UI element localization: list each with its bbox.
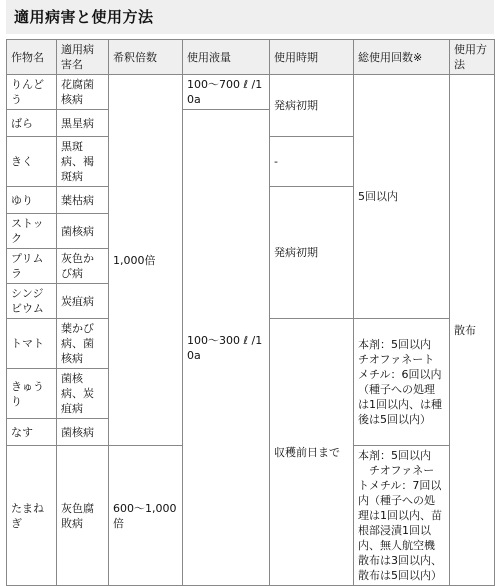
crop-cell: ゆり xyxy=(7,187,57,214)
crop-cell: きゅうり xyxy=(7,369,57,419)
total-uses-cell: 本剤：5回以内 チオファネートメチル：7回以内（種子への処理は1回以内、苗根部浸漬1回以内、無人航空機散布は3回以内、散布は5回以内） xyxy=(354,446,450,586)
disease-cell: 灰色かび病 xyxy=(57,249,109,284)
table-header-row xyxy=(7,40,495,75)
header-disease: 適用病害名 xyxy=(57,40,109,75)
usage-table xyxy=(6,39,495,586)
crop-cell: トマト xyxy=(7,319,57,369)
section-title: 適用病害と使用方法 xyxy=(6,0,494,34)
timing-cell: 発病初期 xyxy=(270,187,354,319)
header-crop: 作物名 xyxy=(7,40,57,75)
crop-cell: プリムラ xyxy=(7,249,57,284)
disease-cell: 炭疽病 xyxy=(57,284,109,319)
header-total-uses: 総使用回数※ xyxy=(354,40,450,75)
crop-cell: シンジビウム xyxy=(7,284,57,319)
table-row xyxy=(7,75,495,110)
header-method: 使用方法 xyxy=(450,40,495,75)
volume-cell: 100〜700 ℓ /10a xyxy=(183,75,270,110)
total-uses-cell: 5回以内 xyxy=(354,75,450,319)
timing-cell: - xyxy=(270,137,354,187)
crop-cell: たまねぎ xyxy=(7,446,57,586)
disease-cell: 菌核病 xyxy=(57,419,109,446)
dilution-cell: 1,000倍 xyxy=(109,75,183,446)
total-uses-cell: 本剤：5回以内 チオファネートメチル：6回以内（種子への処理は1回以内、は種後は5回以内） xyxy=(354,319,450,446)
disease-cell: 黒星病 xyxy=(57,110,109,137)
disease-cell: 菌核病 xyxy=(57,214,109,249)
dilution-cell: 600〜1,000倍 xyxy=(109,446,183,586)
header-timing: 使用時期 xyxy=(270,40,354,75)
timing-cell: 収穫前日まで xyxy=(270,319,354,586)
disease-cell: 黒斑病、褐斑病 xyxy=(57,137,109,187)
disease-cell: 菌核病、炭疽病 xyxy=(57,369,109,419)
volume-cell: 100〜300 ℓ /10a xyxy=(183,110,270,586)
timing-cell: 発病初期 xyxy=(270,75,354,137)
crop-cell: ばら xyxy=(7,110,57,137)
header-dilution: 希釈倍数 xyxy=(109,40,183,75)
header-volume: 使用液量 xyxy=(183,40,270,75)
method-cell: 散布 xyxy=(450,75,495,586)
crop-cell: なす xyxy=(7,419,57,446)
disease-cell: 灰色腐敗病 xyxy=(57,446,109,586)
crop-cell: きく xyxy=(7,137,57,187)
disease-cell: 葉かび病、菌核病 xyxy=(57,319,109,369)
disease-cell: 花腐菌核病 xyxy=(57,75,109,110)
disease-cell: 葉枯病 xyxy=(57,187,109,214)
crop-cell: ストック xyxy=(7,214,57,249)
crop-cell: りんどう xyxy=(7,75,57,110)
